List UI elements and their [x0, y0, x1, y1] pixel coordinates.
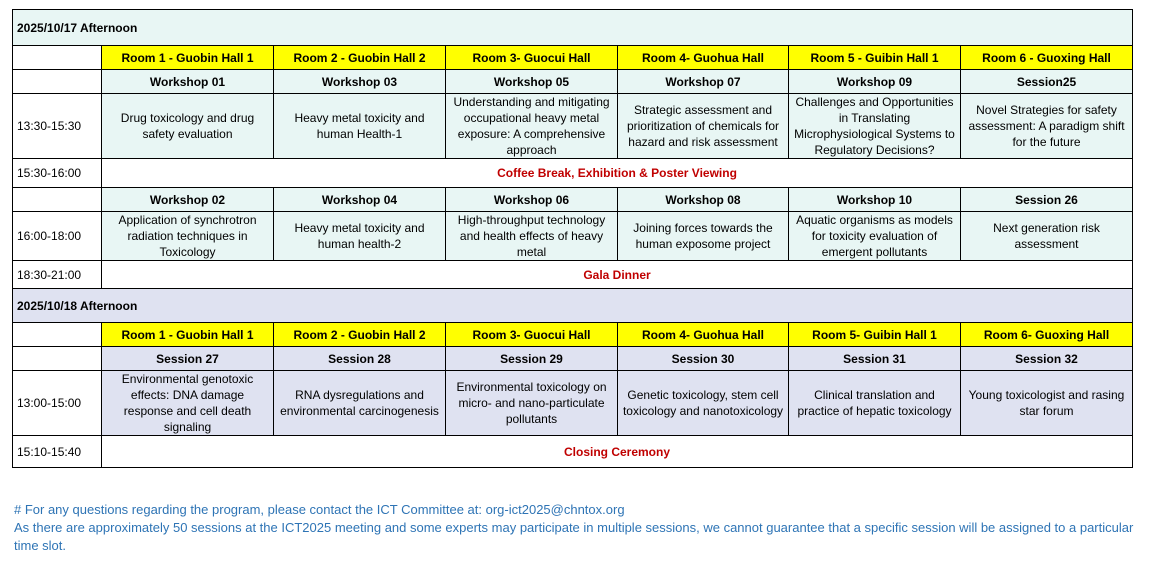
session-topic: Aquatic organisms as models for toxicity evaluation of emergent pollutants [789, 212, 961, 261]
day1-room-row [13, 46, 1133, 70]
gala-dinner-label: Gala Dinner [102, 261, 1133, 289]
session-title: Workshop 07 [618, 70, 789, 94]
day1-date-row [13, 10, 1133, 46]
session-title: Workshop 10 [789, 188, 961, 212]
day2-room-row [13, 323, 1133, 347]
session-topic: Next generation risk assessment [961, 212, 1133, 261]
session-title: Session 28 [274, 347, 446, 371]
room-header: Room 4- Guohua Hall [618, 323, 789, 347]
session-title: Session25 [961, 70, 1133, 94]
session-topic: Heavy metal toxicity and human health-2 [274, 212, 446, 261]
session-title: Session 26 [961, 188, 1133, 212]
day2-block1-title-row [13, 347, 1133, 371]
room-header: Room 1 - Guobin Hall 1 [102, 46, 274, 70]
session-topic: Clinical translation and practice of hepatic toxicology [789, 371, 961, 436]
session-topic: High-throughput technology and health effects of heavy metal [446, 212, 618, 261]
session-title: Workshop 06 [446, 188, 618, 212]
session-title: Session 27 [102, 347, 274, 371]
footnotes [14, 501, 1134, 555]
session-topic: Understanding and mitigating occupational heavy metal exposure: A comprehensive approach [446, 94, 618, 159]
room-header: Room 1 - Guobin Hall 1 [102, 323, 274, 347]
session-topic: Genetic toxicology, stem cell toxicology and nanotoxicology [618, 371, 789, 436]
room-header: Room 2 - Guobin Hall 2 [274, 46, 446, 70]
session-title: Workshop 05 [446, 70, 618, 94]
day1-block2-title-row [13, 188, 1133, 212]
room-header: Room 4- Guohua Hall [618, 46, 789, 70]
blank-cell [13, 347, 102, 371]
session-topic: Heavy metal toxicity and human Health-1 [274, 94, 446, 159]
schedule-table [12, 9, 1133, 468]
blank-cell [13, 323, 102, 347]
time-slot: 18:30-21:00 [13, 261, 102, 289]
gala-dinner-row [13, 261, 1133, 289]
contact-note: # For any questions regarding the program, please contact the ICT Committee at: org-ict2025@chntox.org [14, 502, 625, 517]
session-topic: Application of synchrotron radiation techniques in Toxicology [102, 212, 274, 261]
session-title: Workshop 03 [274, 70, 446, 94]
session-topic: Novel Strategies for safety assessment: A paradigm shift for the future [961, 94, 1133, 159]
scheduling-note: As there are approximately 50 sessions at the ICT2025 meeting and some experts may participate in multiple sessions, we cannot guarantee that a specific session will be assigned to a particular time slot. [14, 520, 1134, 553]
session-title: Workshop 04 [274, 188, 446, 212]
closing-ceremony-label: Closing Ceremony [102, 436, 1133, 468]
session-title: Workshop 08 [618, 188, 789, 212]
time-slot: 16:00-18:00 [13, 212, 102, 261]
coffee-break-row [13, 159, 1133, 188]
session-topic: Drug toxicology and drug safety evaluation [102, 94, 274, 159]
room-header: Room 3- Guocui Hall [446, 323, 618, 347]
session-title: Session 32 [961, 347, 1133, 371]
day2-date: 2025/10/18 Afternoon [13, 289, 1133, 323]
session-title: Workshop 09 [789, 70, 961, 94]
time-slot: 15:30-16:00 [13, 159, 102, 188]
session-title: Session 30 [618, 347, 789, 371]
session-topic: Strategic assessment and prioritization of chemicals for hazard and risk assessment [618, 94, 789, 159]
day2-block1-topic-row [13, 371, 1133, 436]
session-title: Session 29 [446, 347, 618, 371]
day1-block1-topic-row [13, 94, 1133, 159]
day1-date: 2025/10/17 Afternoon [13, 10, 1133, 46]
session-topic: Joining forces towards the human exposome project [618, 212, 789, 261]
room-header: Room 5- Guibin Hall 1 [789, 323, 961, 347]
session-topic: Challenges and Opportunities in Translating Microphysiological Systems to Regulatory Decisions? [789, 94, 961, 159]
blank-cell [13, 46, 102, 70]
session-topic: Environmental genotoxic effects: DNA damage response and cell death signaling [102, 371, 274, 436]
session-topic: RNA dysregulations and environmental carcinogenesis [274, 371, 446, 436]
coffee-break-label: Coffee Break, Exhibition & Poster Viewing [102, 159, 1133, 188]
room-header: Room 6 - Guoxing Hall [961, 46, 1133, 70]
day1-block1-title-row [13, 70, 1133, 94]
session-title: Session 31 [789, 347, 961, 371]
room-header: Room 6- Guoxing Hall [961, 323, 1133, 347]
closing-ceremony-row [13, 436, 1133, 468]
session-title: Workshop 01 [102, 70, 274, 94]
session-title: Workshop 02 [102, 188, 274, 212]
session-topic: Environmental toxicology on micro- and nano-particulate pollutants [446, 371, 618, 436]
session-topic: Young toxicologist and rasing star forum [961, 371, 1133, 436]
time-slot: 15:10-15:40 [13, 436, 102, 468]
room-header: Room 5 - Guibin Hall 1 [789, 46, 961, 70]
room-header: Room 3- Guocui Hall [446, 46, 618, 70]
day1-block2-topic-row [13, 212, 1133, 261]
blank-cell [13, 70, 102, 94]
time-slot: 13:00-15:00 [13, 371, 102, 436]
room-header: Room 2 - Guobin Hall 2 [274, 323, 446, 347]
time-slot: 13:30-15:30 [13, 94, 102, 159]
blank-cell [13, 188, 102, 212]
day2-date-row [13, 289, 1133, 323]
